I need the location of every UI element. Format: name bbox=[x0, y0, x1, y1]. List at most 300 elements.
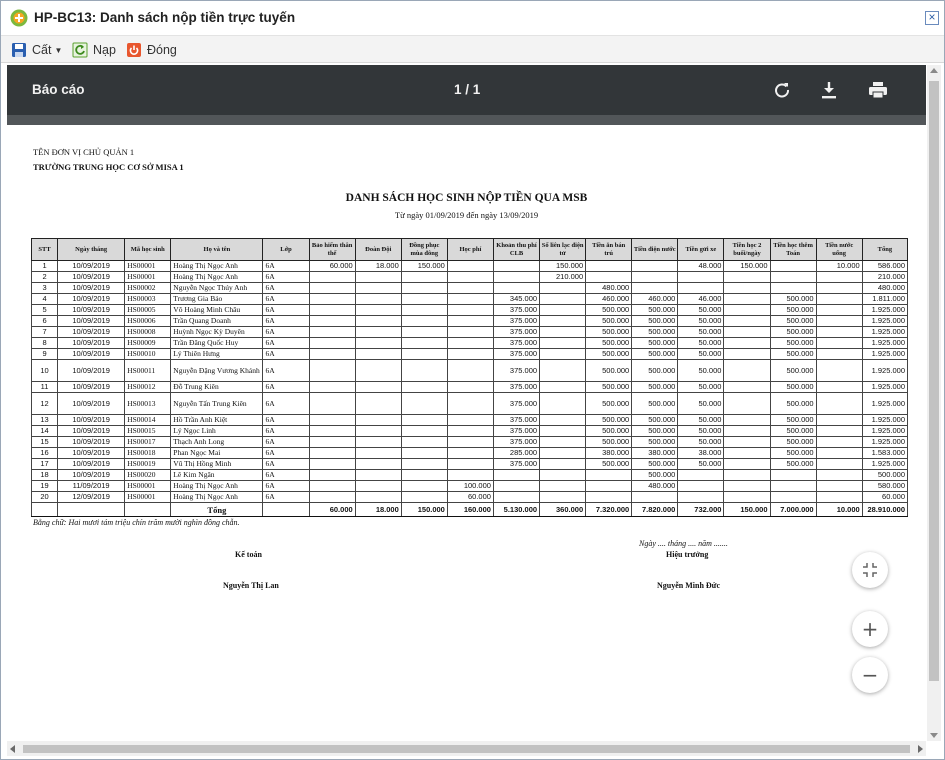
table-row bbox=[32, 272, 908, 283]
total-cell: 7.820.000 bbox=[632, 503, 678, 517]
table-cell bbox=[401, 492, 447, 503]
table-cell: 375.000 bbox=[493, 316, 539, 327]
close-report-button[interactable] bbox=[126, 41, 177, 59]
table-cell bbox=[493, 283, 539, 294]
table-cell bbox=[540, 470, 586, 481]
table-cell bbox=[125, 503, 171, 517]
total-cell: 60.000 bbox=[309, 503, 355, 517]
table-cell: HS00010 bbox=[125, 349, 171, 360]
table-row bbox=[32, 338, 908, 349]
table-cell bbox=[816, 327, 862, 338]
table-cell: 60.000 bbox=[309, 261, 355, 272]
reload-button[interactable] bbox=[72, 41, 116, 59]
signature-date-line: Ngày .... tháng .... năm ....... bbox=[639, 539, 728, 548]
table-cell: Trương Gia Bảo bbox=[171, 294, 263, 305]
table-cell bbox=[816, 415, 862, 426]
table-cell bbox=[724, 294, 770, 305]
table-cell: 500.000 bbox=[632, 349, 678, 360]
table-cell: 500.000 bbox=[770, 360, 816, 382]
table-cell bbox=[401, 393, 447, 415]
table-cell bbox=[355, 437, 401, 448]
close-report-label: Đóng bbox=[147, 43, 177, 57]
column-header: Bảo hiểm thân thể bbox=[309, 239, 355, 261]
table-cell: 2 bbox=[32, 272, 58, 283]
table-cell: 1 bbox=[32, 261, 58, 272]
table-cell: Hoàng Thị Ngọc Anh bbox=[171, 492, 263, 503]
table-cell bbox=[309, 426, 355, 437]
table-cell bbox=[401, 316, 447, 327]
table-cell: 50.000 bbox=[678, 327, 724, 338]
table-cell bbox=[540, 393, 586, 415]
table-cell: HS00014 bbox=[125, 415, 171, 426]
table-cell: 1.925.000 bbox=[862, 415, 907, 426]
table-cell bbox=[447, 360, 493, 382]
table-cell: Hoàng Thị Ngọc Anh bbox=[171, 481, 263, 492]
table-cell: 500.000 bbox=[862, 470, 907, 481]
table-cell: 10/09/2019 bbox=[58, 305, 125, 316]
table-cell bbox=[447, 272, 493, 283]
accountant-name: Nguyễn Thị Lan bbox=[223, 581, 279, 590]
table-cell bbox=[355, 470, 401, 481]
table-cell: 12 bbox=[32, 393, 58, 415]
table-cell: 60.000 bbox=[447, 492, 493, 503]
rotate-icon[interactable] bbox=[771, 79, 793, 101]
table-cell bbox=[678, 492, 724, 503]
payment-table bbox=[31, 238, 908, 517]
table-cell bbox=[724, 437, 770, 448]
table-cell bbox=[355, 338, 401, 349]
table-row bbox=[32, 316, 908, 327]
table-cell: 1.925.000 bbox=[862, 338, 907, 349]
table-cell: HS00001 bbox=[125, 492, 171, 503]
table-cell: 10/09/2019 bbox=[58, 360, 125, 382]
table-cell: 6A bbox=[263, 305, 309, 316]
table-cell bbox=[401, 459, 447, 470]
table-cell bbox=[58, 503, 125, 517]
table-cell: HS00001 bbox=[125, 261, 171, 272]
table-cell bbox=[540, 415, 586, 426]
table-cell bbox=[493, 470, 539, 481]
zoom-out-button[interactable]: − bbox=[852, 657, 888, 693]
column-header: Họ và tên bbox=[171, 239, 263, 261]
table-cell bbox=[540, 448, 586, 459]
table-row bbox=[32, 448, 908, 459]
table-cell: HS00017 bbox=[125, 437, 171, 448]
table-cell bbox=[540, 283, 586, 294]
table-cell: 500.000 bbox=[586, 415, 632, 426]
table-cell: 1.925.000 bbox=[862, 360, 907, 382]
table-cell: 6A bbox=[263, 316, 309, 327]
table-cell bbox=[309, 338, 355, 349]
table-cell: 50.000 bbox=[678, 437, 724, 448]
table-cell bbox=[401, 338, 447, 349]
table-cell bbox=[401, 448, 447, 459]
table-cell bbox=[447, 327, 493, 338]
table-cell: HS00008 bbox=[125, 327, 171, 338]
table-cell: 380.000 bbox=[586, 448, 632, 459]
table-cell bbox=[632, 492, 678, 503]
table-row bbox=[32, 492, 908, 503]
table-cell: Lê Kim Ngân bbox=[171, 470, 263, 481]
table-cell bbox=[540, 437, 586, 448]
table-cell: 50.000 bbox=[678, 459, 724, 470]
table-cell bbox=[724, 459, 770, 470]
table-row bbox=[32, 305, 908, 316]
table-cell: 500.000 bbox=[586, 426, 632, 437]
table-cell: 375.000 bbox=[493, 327, 539, 338]
table-cell bbox=[309, 459, 355, 470]
table-cell bbox=[447, 459, 493, 470]
table-cell bbox=[309, 492, 355, 503]
table-cell bbox=[309, 448, 355, 459]
table-cell: 50.000 bbox=[678, 393, 724, 415]
compress-icon bbox=[862, 562, 878, 578]
total-cell: 7.320.000 bbox=[586, 503, 632, 517]
table-cell: 375.000 bbox=[493, 382, 539, 393]
table-cell bbox=[355, 415, 401, 426]
table-cell bbox=[309, 481, 355, 492]
table-cell: 12/09/2019 bbox=[58, 492, 125, 503]
table-cell bbox=[355, 316, 401, 327]
scroll-left-arrow-icon[interactable] bbox=[10, 745, 15, 753]
chevron-down-icon[interactable]: ▼ bbox=[54, 45, 63, 55]
table-cell: Nguyễn Tấn Trung Kiên bbox=[171, 393, 263, 415]
viewer-page-gap bbox=[7, 115, 926, 125]
table-cell bbox=[540, 316, 586, 327]
table-cell: 6A bbox=[263, 448, 309, 459]
table-cell bbox=[309, 437, 355, 448]
table-cell bbox=[816, 481, 862, 492]
table-cell: 6A bbox=[263, 481, 309, 492]
table-cell bbox=[447, 349, 493, 360]
vertical-scroll-thumb[interactable] bbox=[929, 81, 939, 681]
table-cell bbox=[401, 481, 447, 492]
table-cell: 500.000 bbox=[770, 437, 816, 448]
table-cell: 500.000 bbox=[632, 415, 678, 426]
table-cell: 10/09/2019 bbox=[58, 316, 125, 327]
table-cell: 1.925.000 bbox=[862, 327, 907, 338]
table-cell: 50.000 bbox=[678, 305, 724, 316]
table-cell: 11/09/2019 bbox=[58, 481, 125, 492]
table-cell: HS00005 bbox=[125, 305, 171, 316]
table-cell: 500.000 bbox=[632, 382, 678, 393]
table-cell: 9 bbox=[32, 349, 58, 360]
zoom-in-button[interactable]: + bbox=[852, 611, 888, 647]
table-cell bbox=[770, 481, 816, 492]
total-cell: 18.000 bbox=[355, 503, 401, 517]
table-cell: 10.000 bbox=[816, 261, 862, 272]
amount-in-words: Bằng chữ: Hai mươi tám triệu chín trăm mười nghìn đồng chẵn. bbox=[33, 518, 240, 527]
vertical-scrollbar[interactable] bbox=[927, 65, 941, 741]
column-header: Tiền học thêm Toán bbox=[770, 239, 816, 261]
column-header: Học phí bbox=[447, 239, 493, 261]
table-cell: HS00012 bbox=[125, 382, 171, 393]
table-cell: 6A bbox=[263, 338, 309, 349]
table-row bbox=[32, 415, 908, 426]
horizontal-scroll-thumb[interactable] bbox=[23, 745, 910, 753]
table-cell: 1.925.000 bbox=[862, 382, 907, 393]
table-cell: Trần Quang Doanh bbox=[171, 316, 263, 327]
table-cell: HS00018 bbox=[125, 448, 171, 459]
table-cell: 150.000 bbox=[401, 261, 447, 272]
table-row bbox=[32, 261, 908, 272]
table-cell: 10/09/2019 bbox=[58, 437, 125, 448]
table-cell bbox=[540, 382, 586, 393]
table-cell bbox=[540, 327, 586, 338]
table-cell bbox=[540, 294, 586, 305]
table-cell: HS00006 bbox=[125, 316, 171, 327]
table-cell: 50.000 bbox=[678, 338, 724, 349]
table-cell: 48.000 bbox=[678, 261, 724, 272]
page-indicator: 1 / 1 bbox=[454, 82, 481, 97]
table-cell bbox=[263, 503, 309, 517]
table-cell bbox=[678, 283, 724, 294]
table-cell bbox=[309, 305, 355, 316]
total-label: Tổng bbox=[171, 503, 263, 517]
table-cell: 375.000 bbox=[493, 415, 539, 426]
table-cell: 6A bbox=[263, 426, 309, 437]
table-header-row bbox=[32, 239, 908, 261]
table-cell bbox=[816, 283, 862, 294]
table-cell bbox=[816, 338, 862, 349]
table-cell: 1.925.000 bbox=[862, 316, 907, 327]
table-cell: 18 bbox=[32, 470, 58, 481]
table-cell bbox=[724, 349, 770, 360]
table-cell bbox=[816, 294, 862, 305]
table-cell bbox=[355, 327, 401, 338]
table-cell: 6A bbox=[263, 437, 309, 448]
column-header: Tiền nước uống bbox=[816, 239, 862, 261]
print-icon[interactable] bbox=[867, 79, 889, 101]
pdf-viewer bbox=[7, 65, 926, 741]
table-cell: 500.000 bbox=[632, 459, 678, 470]
table-cell: 380.000 bbox=[632, 448, 678, 459]
table-cell: 50.000 bbox=[678, 349, 724, 360]
viewer-title: Báo cáo bbox=[32, 82, 85, 97]
refresh-icon bbox=[72, 42, 88, 58]
table-row bbox=[32, 393, 908, 415]
table-cell: 6A bbox=[263, 470, 309, 481]
table-cell: Võ Hoàng Minh Châu bbox=[171, 305, 263, 316]
column-header: Đồng phục mùa đông bbox=[401, 239, 447, 261]
table-cell bbox=[540, 338, 586, 349]
save-button[interactable] bbox=[11, 41, 62, 59]
save-label: Cất bbox=[32, 43, 52, 57]
horizontal-scrollbar[interactable] bbox=[7, 741, 926, 756]
table-cell: HS00011 bbox=[125, 360, 171, 382]
table-cell bbox=[309, 327, 355, 338]
table-cell: 20 bbox=[32, 492, 58, 503]
table-cell: 460.000 bbox=[632, 294, 678, 305]
table-cell: 500.000 bbox=[770, 393, 816, 415]
table-cell bbox=[309, 283, 355, 294]
table-cell bbox=[447, 415, 493, 426]
total-cell: 10.000 bbox=[816, 503, 862, 517]
scroll-up-arrow-icon[interactable] bbox=[930, 68, 938, 73]
table-cell: 6A bbox=[263, 492, 309, 503]
table-cell: 500.000 bbox=[770, 338, 816, 349]
table-cell: 500.000 bbox=[632, 393, 678, 415]
table-cell: 50.000 bbox=[678, 415, 724, 426]
table-cell: Thạch Anh Long bbox=[171, 437, 263, 448]
table-cell bbox=[816, 349, 862, 360]
table-cell: 500.000 bbox=[586, 316, 632, 327]
title-bar bbox=[1, 1, 944, 35]
table-cell bbox=[724, 481, 770, 492]
table-cell bbox=[355, 492, 401, 503]
table-cell: 500.000 bbox=[632, 338, 678, 349]
table-cell bbox=[355, 305, 401, 316]
fit-page-button[interactable] bbox=[852, 552, 888, 588]
table-cell: 10/09/2019 bbox=[58, 415, 125, 426]
table-cell bbox=[309, 316, 355, 327]
table-cell: 50.000 bbox=[678, 382, 724, 393]
table-cell bbox=[309, 294, 355, 305]
table-cell: 1.925.000 bbox=[862, 393, 907, 415]
table-cell: HS00009 bbox=[125, 338, 171, 349]
table-cell bbox=[355, 448, 401, 459]
table-cell bbox=[632, 261, 678, 272]
table-cell: HS00002 bbox=[125, 283, 171, 294]
table-cell: 14 bbox=[32, 426, 58, 437]
table-cell bbox=[309, 272, 355, 283]
table-cell bbox=[355, 481, 401, 492]
column-header: Đoàn Đội bbox=[355, 239, 401, 261]
table-cell: HS00015 bbox=[125, 426, 171, 437]
table-cell: 38.000 bbox=[678, 448, 724, 459]
table-cell: 375.000 bbox=[493, 338, 539, 349]
governing-unit: TÊN ĐƠN VỊ CHỦ QUẢN 1 bbox=[33, 147, 135, 157]
table-cell: 1.925.000 bbox=[862, 426, 907, 437]
table-cell: 17 bbox=[32, 459, 58, 470]
report-page bbox=[7, 125, 926, 741]
reload-label: Nạp bbox=[93, 43, 116, 57]
table-row bbox=[32, 294, 908, 305]
table-cell: 210.000 bbox=[540, 272, 586, 283]
total-row bbox=[32, 503, 908, 517]
table-row bbox=[32, 283, 908, 294]
download-icon[interactable] bbox=[818, 79, 840, 101]
table-row bbox=[32, 470, 908, 481]
total-cell: 160.000 bbox=[447, 503, 493, 517]
table-cell: 580.000 bbox=[862, 481, 907, 492]
table-cell: 500.000 bbox=[586, 393, 632, 415]
table-cell bbox=[770, 470, 816, 481]
table-cell: 6A bbox=[263, 393, 309, 415]
power-icon bbox=[126, 42, 142, 58]
table-cell bbox=[816, 437, 862, 448]
table-cell bbox=[493, 261, 539, 272]
table-cell: 10/09/2019 bbox=[58, 393, 125, 415]
table-cell bbox=[401, 305, 447, 316]
table-cell: 500.000 bbox=[770, 426, 816, 437]
table-cell: 46.000 bbox=[678, 294, 724, 305]
table-cell: 500.000 bbox=[586, 360, 632, 382]
table-cell bbox=[540, 492, 586, 503]
table-cell bbox=[586, 492, 632, 503]
table-cell bbox=[724, 305, 770, 316]
scroll-right-arrow-icon[interactable] bbox=[918, 745, 923, 753]
table-cell bbox=[816, 272, 862, 283]
table-cell bbox=[816, 393, 862, 415]
table-cell: 13 bbox=[32, 415, 58, 426]
table-cell: 10 bbox=[32, 360, 58, 382]
table-cell: 10/09/2019 bbox=[58, 382, 125, 393]
table-cell: 500.000 bbox=[586, 459, 632, 470]
table-cell: 375.000 bbox=[493, 393, 539, 415]
table-cell: 7 bbox=[32, 327, 58, 338]
table-cell bbox=[447, 437, 493, 448]
table-cell: 10/09/2019 bbox=[58, 459, 125, 470]
table-cell: 500.000 bbox=[632, 360, 678, 382]
table-cell: 500.000 bbox=[770, 316, 816, 327]
table-cell bbox=[355, 349, 401, 360]
table-row bbox=[32, 382, 908, 393]
table-cell bbox=[724, 415, 770, 426]
table-row bbox=[32, 327, 908, 338]
table-cell: Vũ Thị Hồng Minh bbox=[171, 459, 263, 470]
table-cell: 500.000 bbox=[586, 305, 632, 316]
table-cell bbox=[724, 283, 770, 294]
table-cell: 500.000 bbox=[632, 426, 678, 437]
table-cell bbox=[447, 305, 493, 316]
table-cell bbox=[447, 283, 493, 294]
table-cell bbox=[309, 415, 355, 426]
table-cell bbox=[401, 415, 447, 426]
table-cell: 50.000 bbox=[678, 426, 724, 437]
table-cell: Hồ Trần Anh Kiệt bbox=[171, 415, 263, 426]
column-header: Tiền điện nước bbox=[632, 239, 678, 261]
table-row bbox=[32, 481, 908, 492]
report-date-range: Từ ngày 01/09/2019 đến ngày 13/09/2019 bbox=[394, 210, 539, 220]
table-cell: 10/09/2019 bbox=[58, 283, 125, 294]
table-cell: 6A bbox=[263, 382, 309, 393]
column-header: Ngày tháng bbox=[58, 239, 125, 261]
scroll-down-arrow-icon[interactable] bbox=[930, 733, 938, 738]
table-cell: 10/09/2019 bbox=[58, 448, 125, 459]
column-header: Tiền ăn bán trú bbox=[586, 239, 632, 261]
table-cell: 480.000 bbox=[586, 283, 632, 294]
viewer-toolbar bbox=[7, 65, 926, 115]
table-cell bbox=[586, 470, 632, 481]
table-cell: 6A bbox=[263, 415, 309, 426]
table-cell bbox=[816, 382, 862, 393]
table-cell: HS00019 bbox=[125, 459, 171, 470]
school-name: TRƯỜNG TRUNG HỌC CƠ SỞ MISA 1 bbox=[33, 162, 184, 172]
table-cell: Hoàng Thị Ngọc Anh bbox=[171, 272, 263, 283]
table-row bbox=[32, 459, 908, 470]
table-cell bbox=[401, 283, 447, 294]
table-cell bbox=[309, 393, 355, 415]
table-cell: 1.925.000 bbox=[862, 305, 907, 316]
table-cell bbox=[678, 481, 724, 492]
table-cell bbox=[401, 294, 447, 305]
table-cell: 100.000 bbox=[447, 481, 493, 492]
table-cell: HS00013 bbox=[125, 393, 171, 415]
table-cell bbox=[770, 283, 816, 294]
table-cell bbox=[724, 382, 770, 393]
table-cell bbox=[770, 492, 816, 503]
total-cell: 150.000 bbox=[724, 503, 770, 517]
table-cell bbox=[816, 459, 862, 470]
window-close-button[interactable]: × bbox=[925, 11, 939, 25]
table-cell bbox=[447, 470, 493, 481]
table-cell: 10/09/2019 bbox=[58, 338, 125, 349]
table-cell bbox=[724, 360, 770, 382]
table-cell: 500.000 bbox=[770, 305, 816, 316]
table-cell: 500.000 bbox=[632, 437, 678, 448]
table-body bbox=[32, 261, 908, 517]
